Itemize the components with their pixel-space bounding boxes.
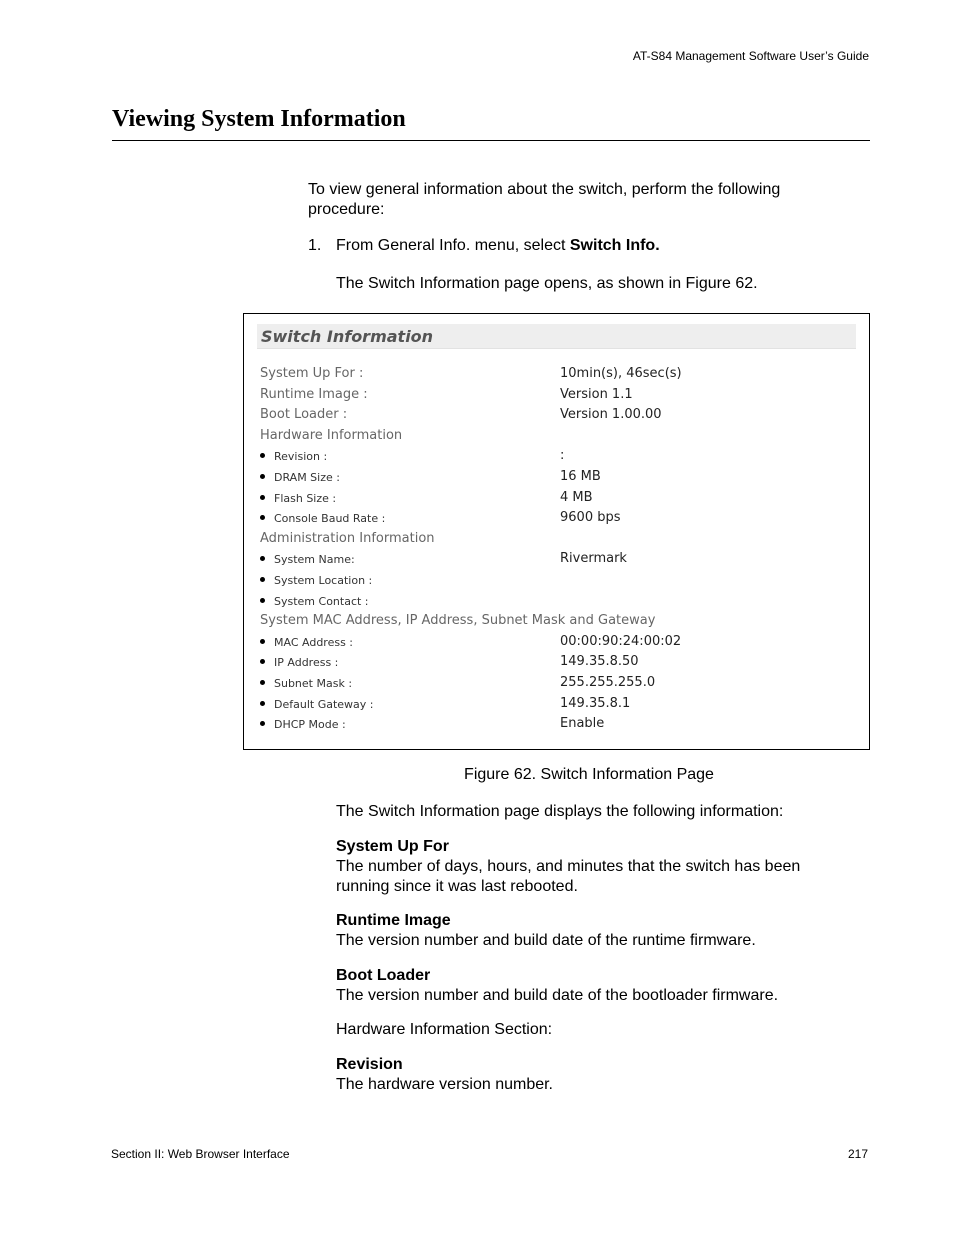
figure-header-title: Switch Information bbox=[261, 327, 434, 346]
figure-row-label: System Name: bbox=[274, 553, 355, 567]
definition-desc: The number of days, hours, and minutes that the switch has been running since it was last rebooted. bbox=[336, 858, 801, 895]
figure-row bbox=[244, 696, 869, 716]
bullet-icon bbox=[260, 474, 265, 479]
displays-paragraph: The Switch Information page displays the following information: bbox=[336, 803, 784, 820]
figure-row-label: DRAM Size : bbox=[274, 471, 340, 484]
bullet-icon bbox=[260, 659, 265, 664]
figure-row-value: Version 1.00.00 bbox=[560, 407, 662, 423]
figure-row-value: 149.35.8.1 bbox=[560, 695, 631, 711]
figure-row bbox=[244, 675, 869, 695]
figure-row bbox=[244, 531, 869, 551]
definition-desc: The version number and build date of the runtime firmware. bbox=[336, 932, 756, 949]
definition-runtime-image bbox=[336, 911, 856, 951]
definition-term: Boot Loader bbox=[336, 967, 431, 984]
figure-row-label: Administration Information bbox=[260, 530, 435, 546]
step-1 bbox=[308, 236, 868, 256]
figure-row bbox=[244, 634, 869, 654]
definition-term: Revision bbox=[336, 1056, 403, 1073]
figure-row-label: System Location : bbox=[274, 574, 373, 587]
definition-revision bbox=[336, 1055, 856, 1095]
figure-row bbox=[244, 448, 869, 468]
figure-row-label: Default Gateway : bbox=[274, 697, 374, 711]
figure-row-label: MAC Address : bbox=[274, 635, 354, 649]
page-number: 217 bbox=[847, 1147, 868, 1161]
figure-row-label: Flash Size : bbox=[274, 491, 337, 505]
definition-term: Runtime Image bbox=[336, 912, 451, 929]
bullet-icon bbox=[260, 639, 265, 644]
figure-row-value: 10min(s), 46sec(s) bbox=[560, 366, 682, 381]
figure-row bbox=[244, 469, 869, 489]
figure-row-label: DHCP Mode : bbox=[274, 718, 346, 732]
figure-header-bar bbox=[257, 324, 856, 349]
bullet-icon bbox=[260, 495, 265, 500]
figure-row-label: System Up For : bbox=[260, 366, 364, 381]
figure-row-label: Hardware Information bbox=[260, 427, 403, 443]
figure-row-value: 149.35.8.50 bbox=[560, 654, 639, 670]
figure-row-value: 00:00:90:24:00:02 bbox=[560, 633, 682, 649]
figure-caption: Figure 62. Switch Information Page bbox=[464, 766, 714, 783]
figure-row bbox=[244, 654, 869, 674]
figure-row-label: Console Baud Rate : bbox=[274, 512, 386, 526]
section-title: Viewing System Information bbox=[112, 106, 406, 132]
figure-row bbox=[244, 716, 869, 736]
figure-row-value: 9600 bps bbox=[560, 510, 621, 526]
bullet-icon bbox=[260, 453, 265, 458]
step-number: 1. bbox=[308, 237, 322, 254]
intro-paragraph: To view general information about the switch, perform the following procedure: bbox=[308, 181, 781, 218]
figure-row-label: System Contact : bbox=[274, 594, 369, 608]
step-menu-item: Switch Info. bbox=[569, 237, 660, 254]
figure-row-value: Version 1.1 bbox=[560, 386, 633, 402]
figure-row-label: Subnet Mask : bbox=[274, 677, 353, 690]
bullet-icon bbox=[260, 515, 265, 520]
figure-row-value: 16 MB bbox=[560, 469, 601, 484]
bullet-icon bbox=[260, 680, 265, 685]
figure-row bbox=[244, 490, 869, 510]
figure-row bbox=[244, 572, 869, 592]
definition-desc: The version number and build date of the bootloader firmware. bbox=[336, 987, 779, 1004]
definition-desc: The hardware version number. bbox=[336, 1076, 553, 1093]
bullet-icon bbox=[260, 598, 265, 603]
title-rule bbox=[112, 140, 870, 141]
running-header: AT-S84 Management Software User’s Guide bbox=[632, 49, 869, 63]
step-result: The Switch Information page opens, as shown in Figure 62. bbox=[336, 275, 758, 292]
figure-row-value: : bbox=[560, 448, 565, 464]
figure-row-value: Rivermark bbox=[560, 551, 627, 567]
bullet-icon bbox=[260, 577, 265, 582]
bullet-icon bbox=[260, 721, 265, 726]
definition-term: System Up For bbox=[336, 838, 449, 855]
hardware-section-intro: Hardware Information Section: bbox=[336, 1021, 553, 1038]
figure-row-value: 255.255.255.0 bbox=[560, 675, 656, 690]
figure-row bbox=[244, 366, 869, 386]
figure-row bbox=[244, 593, 869, 613]
figure-row-label: IP Address : bbox=[274, 656, 339, 670]
figure-row-label: Runtime Image : bbox=[260, 386, 368, 402]
bullet-icon bbox=[260, 701, 265, 706]
figure-row-label: System MAC Address, IP Address, Subnet Mask and Gateway bbox=[260, 613, 656, 629]
definition-system-up-for bbox=[336, 837, 856, 897]
bullet-icon bbox=[260, 556, 265, 561]
figure-row bbox=[244, 387, 869, 407]
figure-row bbox=[244, 510, 869, 530]
figure-row bbox=[244, 428, 869, 448]
figure-row bbox=[244, 551, 869, 571]
figure-row-label: Revision : bbox=[274, 450, 328, 464]
definition-boot-loader bbox=[336, 966, 856, 1006]
figure-row bbox=[244, 407, 869, 427]
figure-row-value: Enable bbox=[560, 716, 605, 732]
step-text: From General Info. menu, select bbox=[336, 237, 570, 254]
figure-row bbox=[244, 613, 869, 633]
footer-section: Section II: Web Browser Interface bbox=[111, 1147, 290, 1161]
figure-switch-information bbox=[243, 313, 870, 750]
figure-row-label: Boot Loader : bbox=[260, 407, 348, 423]
figure-row-value: 4 MB bbox=[560, 489, 593, 505]
